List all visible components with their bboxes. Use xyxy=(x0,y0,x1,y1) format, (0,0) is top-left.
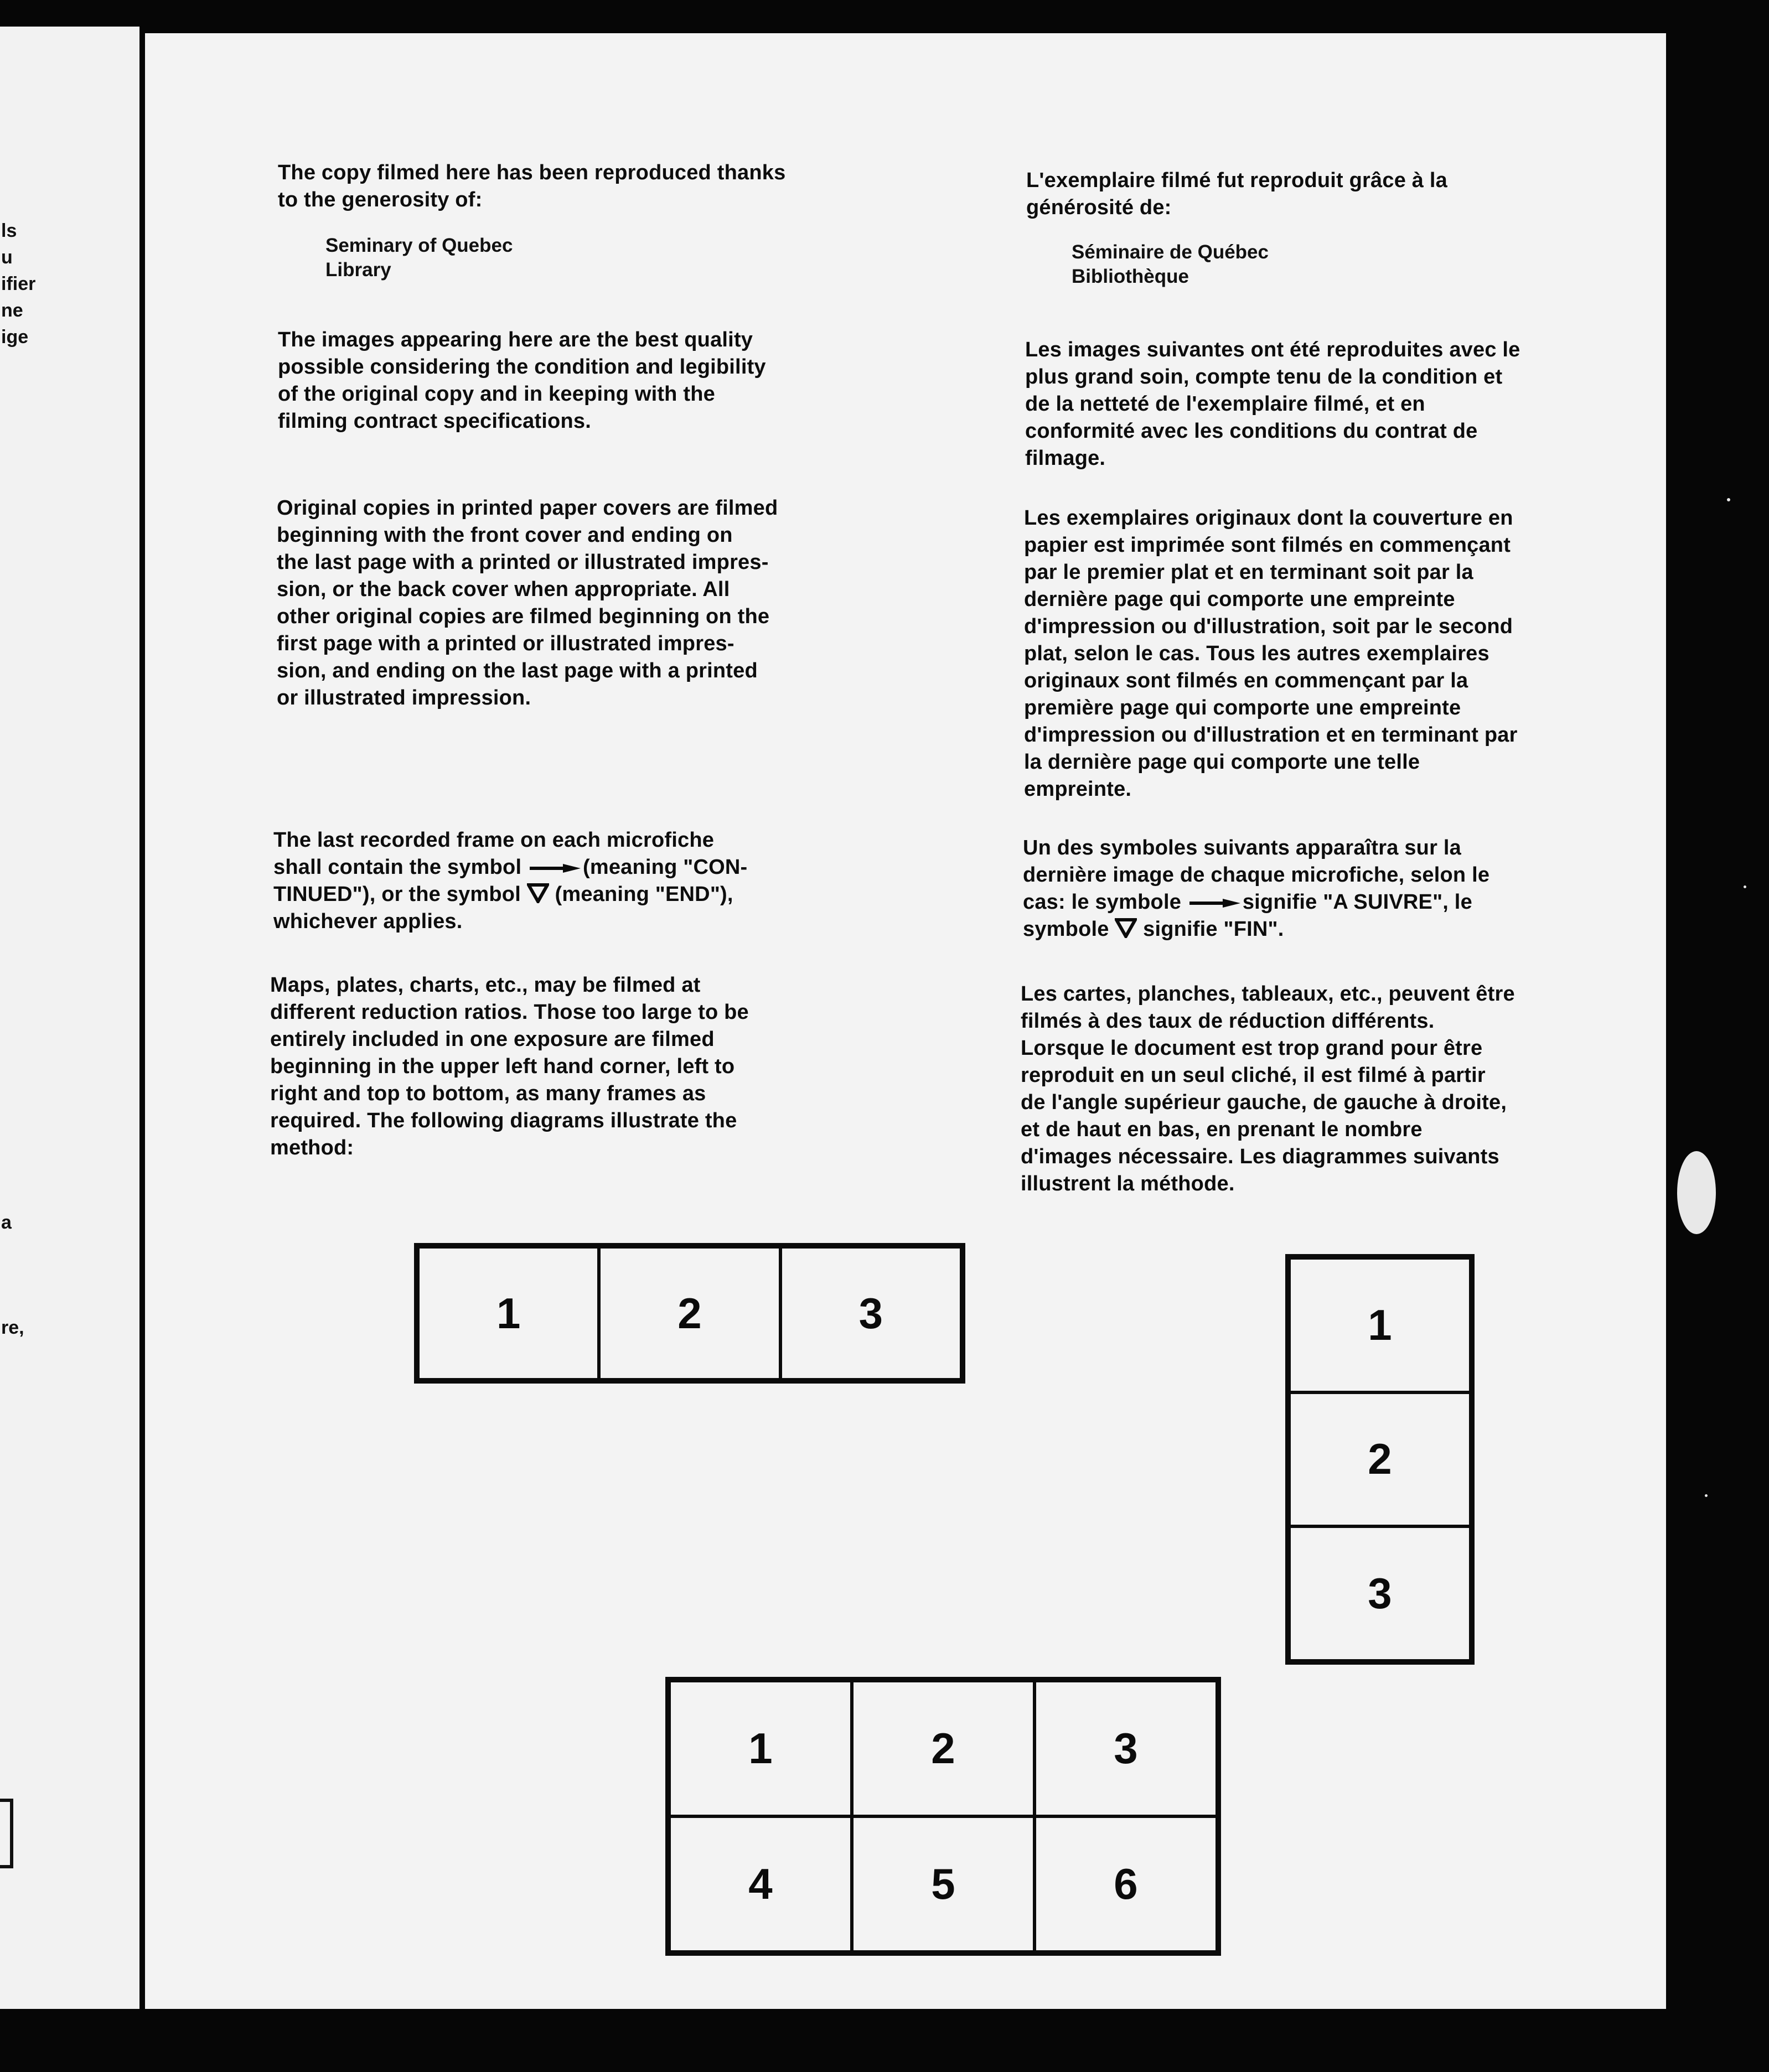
vertical-frame-diagram xyxy=(1285,1254,1475,1665)
frame-cell: 2 xyxy=(599,1247,780,1380)
text-line: different reduction ratios. Those too large to be xyxy=(270,1001,749,1024)
frame-cell: 4 xyxy=(669,1816,852,1952)
text-line: The copy filmed here has been reproduced thanks xyxy=(278,161,786,184)
text-line: Les exemplaires originaux dont la couverture en xyxy=(1024,506,1513,530)
english-library xyxy=(325,234,513,282)
continued-arrow-icon xyxy=(527,863,583,874)
text-line: Lorsque le document est trop grand pour être xyxy=(1021,1037,1483,1060)
text-line: other original copies are filmed beginning on the xyxy=(277,605,770,628)
text-segment: (meaning "END"), xyxy=(555,883,733,906)
horizontal-frame-diagram xyxy=(414,1243,965,1384)
text-line: Les images suivantes ont été reproduites avec le xyxy=(1025,338,1520,361)
text-line: L'exemplaire filmé fut reproduit grâce à la xyxy=(1026,169,1447,192)
frame-cell: 1 xyxy=(1289,1258,1471,1392)
text-segment: TINUED"), or the symbol xyxy=(273,883,521,906)
frame-cell: 3 xyxy=(1034,1681,1217,1816)
text-line: dernière page qui comporte une empreinte xyxy=(1024,588,1455,611)
text-line: d'impression ou d'illustration, soit par le second xyxy=(1024,615,1513,638)
left-fragment: re, xyxy=(1,1317,24,1338)
french-quality xyxy=(1025,336,1520,472)
text-line xyxy=(273,881,747,908)
text-line: plat, selon le cas. Tous les autres exemplaires xyxy=(1024,642,1489,665)
text-line: beginning with the front cover and ending on xyxy=(277,524,733,547)
text-line: Seminary of Quebec xyxy=(325,235,513,256)
text-line: first page with a printed or illustrated impres- xyxy=(277,632,735,655)
left-frame-box xyxy=(0,1799,13,1868)
left-page-edge xyxy=(0,27,139,2009)
text-line: et de haut en bas, en prenant le nombre xyxy=(1021,1118,1423,1141)
grid-frame-diagram xyxy=(665,1677,1221,1956)
text-line: Les cartes, planches, tableaux, etc., peuvent être xyxy=(1021,982,1515,1006)
target-page xyxy=(145,33,1666,2009)
text-line: or illustrated impression. xyxy=(277,686,531,709)
french-maps xyxy=(1021,981,1515,1198)
text-line: reproduit en un seul cliché, il est filmé à partir xyxy=(1021,1064,1486,1087)
text-line: right and top to bottom, as many frames as xyxy=(270,1082,706,1105)
frame-cell: 3 xyxy=(780,1247,961,1380)
text-segment: cas: le symbole xyxy=(1023,890,1182,914)
text-line: papier est imprimée sont filmés en commençant xyxy=(1024,533,1511,557)
film-blemish xyxy=(1677,1151,1716,1234)
text-line: Library xyxy=(325,259,391,281)
end-triangle-icon xyxy=(527,883,549,903)
english-originals xyxy=(277,495,778,712)
french-library xyxy=(1072,240,1269,289)
frame-cell: 1 xyxy=(418,1247,599,1380)
text-segment: symbole xyxy=(1023,918,1109,941)
frame-cell: 1 xyxy=(669,1681,852,1816)
left-fragment: ifier xyxy=(1,273,36,294)
english-quality xyxy=(278,327,766,435)
film-speck xyxy=(1727,498,1730,501)
text-line: Séminaire de Québec xyxy=(1072,241,1269,263)
text-line: beginning in the upper left hand corner, left to xyxy=(270,1055,735,1078)
text-line: Maps, plates, charts, etc., may be filmed at xyxy=(270,973,701,997)
text-line: de l'angle supérieur gauche, de gauche à droite, xyxy=(1021,1091,1507,1114)
text-line: required. The following diagrams illustrate the xyxy=(270,1109,737,1132)
text-segment: signifie "FIN". xyxy=(1143,918,1284,941)
text-line: filmage. xyxy=(1025,447,1106,470)
text-line: conformité avec les conditions du contrat de xyxy=(1025,419,1478,443)
english-maps xyxy=(270,972,749,1162)
end-triangle-icon xyxy=(1115,918,1137,938)
film-speck xyxy=(1705,1494,1708,1497)
frame-cell: 3 xyxy=(1289,1526,1471,1661)
text-line: The images appearing here are the best quality xyxy=(278,328,753,351)
text-line: empreinte. xyxy=(1024,778,1132,801)
text-line xyxy=(273,854,747,881)
text-line: filmés à des taux de réduction différents. xyxy=(1021,1009,1435,1033)
english-thanks xyxy=(278,159,785,214)
left-fragment: u xyxy=(1,247,13,268)
text-line: sion, and ending on the last page with a printed xyxy=(277,659,758,682)
text-line: générosité de: xyxy=(1026,196,1172,219)
text-line xyxy=(1023,916,1489,943)
text-segment: (meaning "CON- xyxy=(583,856,748,879)
text-line: The last recorded frame on each microfiche xyxy=(273,828,715,852)
left-fragment: a xyxy=(1,1212,12,1233)
french-thanks xyxy=(1026,167,1447,221)
text-line: originaux sont filmés en commençant par la xyxy=(1024,669,1468,692)
text-line: première page qui comporte une empreinte xyxy=(1024,696,1461,719)
text-line: of the original copy and in keeping with the xyxy=(278,382,715,406)
text-line: whichever applies. xyxy=(273,910,463,933)
text-line: la dernière page qui comporte une telle xyxy=(1024,750,1420,774)
text-line: d'images nécessaire. Les diagrammes suivants xyxy=(1021,1145,1499,1168)
text-segment: shall contain the symbol xyxy=(273,856,522,879)
text-line: filming contract specifications. xyxy=(278,410,591,433)
film-speck xyxy=(1744,885,1746,888)
left-fragment: ne xyxy=(1,300,23,321)
text-line: illustrent la méthode. xyxy=(1021,1172,1235,1195)
text-line: Un des symboles suivants apparaîtra sur la xyxy=(1023,836,1461,859)
text-line: par le premier plat et en terminant soit par la xyxy=(1024,561,1473,584)
french-symbols xyxy=(1023,835,1489,943)
text-line: de la netteté de l'exemplaire filmé, et en xyxy=(1025,392,1425,416)
text-line: d'impression ou d'illustration et en terminant par xyxy=(1024,723,1518,747)
text-line: the last page with a printed or illustrated impres- xyxy=(277,551,769,574)
text-line xyxy=(1023,889,1489,916)
text-segment: signifie "A SUIVRE", le xyxy=(1242,890,1472,914)
text-line: possible considering the condition and legibility xyxy=(278,355,766,379)
text-line: sion, or the back cover when appropriate. All xyxy=(277,578,730,601)
french-originals xyxy=(1024,505,1518,803)
text-line: Bibliothèque xyxy=(1072,266,1189,287)
english-symbols xyxy=(273,827,747,935)
text-line: to the generosity of: xyxy=(278,188,483,211)
text-line: method: xyxy=(270,1136,354,1159)
frame-cell: 2 xyxy=(852,1681,1034,1816)
text-line: plus grand soin, compte tenu de la condition et xyxy=(1025,365,1503,388)
continued-arrow-icon xyxy=(1187,898,1243,909)
frame-cell: 2 xyxy=(1289,1392,1471,1527)
text-line: entirely included in one exposure are filmed xyxy=(270,1028,715,1051)
frame-cell: 5 xyxy=(852,1816,1034,1952)
frame-cell: 6 xyxy=(1034,1816,1217,1952)
text-line: Original copies in printed paper covers are filmed xyxy=(277,496,778,520)
left-fragment: ls xyxy=(1,220,17,241)
text-line: dernière image de chaque microfiche, selon le xyxy=(1023,863,1490,887)
left-fragment: ige xyxy=(1,327,29,348)
